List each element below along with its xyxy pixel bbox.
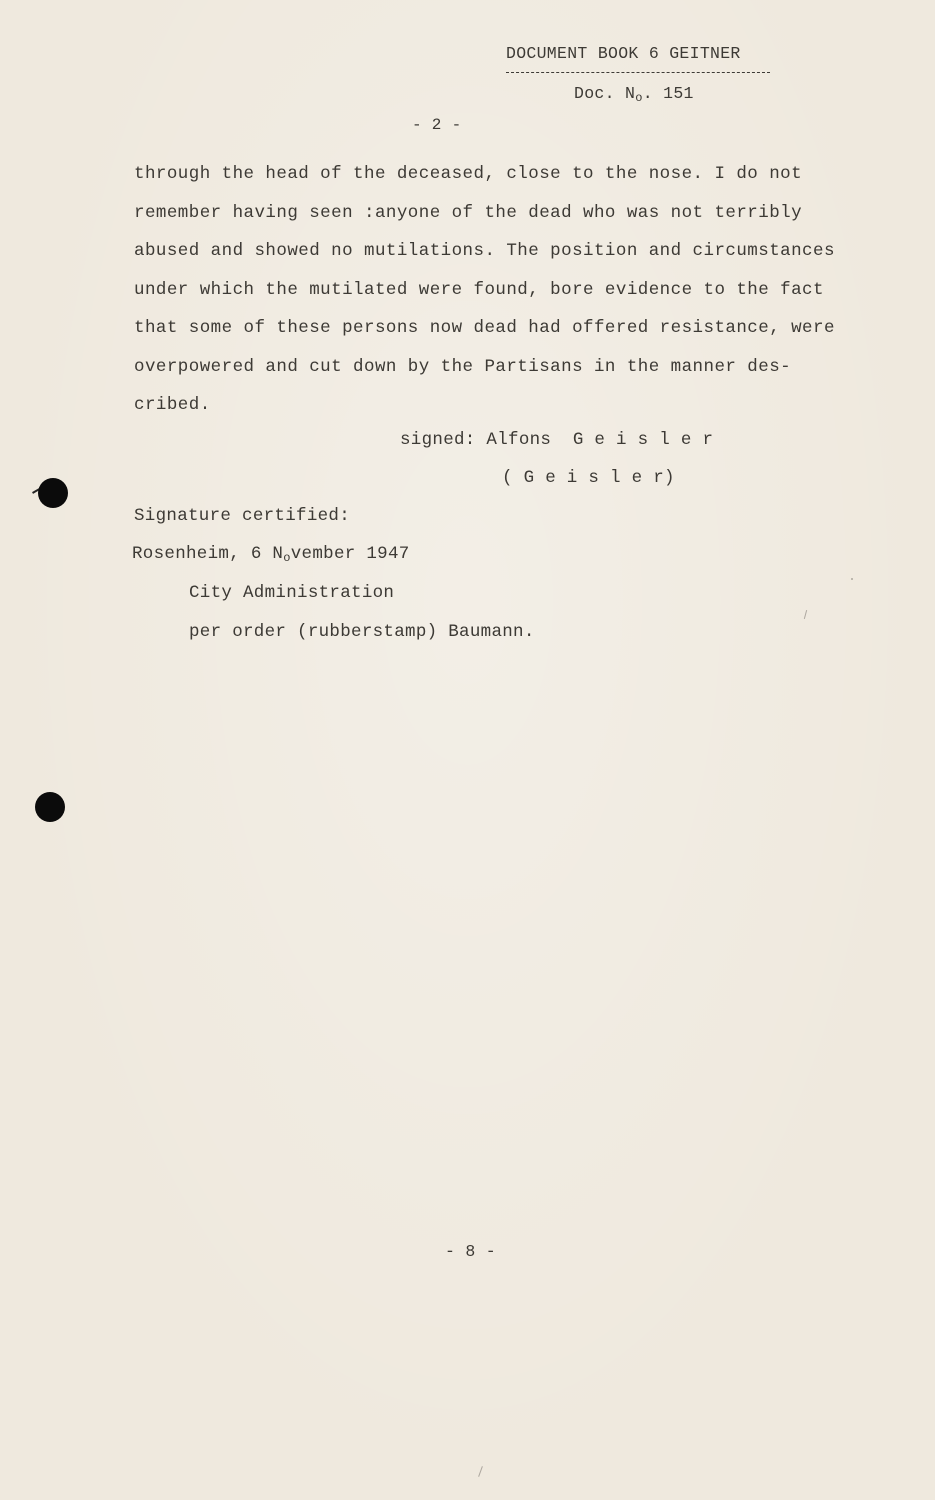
punch-hole-top (38, 478, 68, 508)
per-order-line: per order (rubberstamp) Baumann. (189, 622, 535, 642)
body-line: under which the mutilated were found, bore evidence to the fact (134, 279, 824, 300)
document-book-heading: DOCUMENT BOOK 6 GEITNER (506, 44, 741, 63)
place-and-date (132, 544, 410, 565)
body-line: cribed. (134, 395, 211, 415)
body-paragraph (134, 160, 894, 430)
document-number (574, 84, 694, 105)
heading-underline (506, 72, 770, 73)
city-administration: City Administration (189, 583, 395, 603)
body-line: remember having seen :anyone of the dead who was not terribly (134, 202, 803, 223)
paper-speck (851, 578, 853, 580)
signer-name: ( G e i s l e r) (502, 468, 675, 488)
paper-mark (478, 1466, 483, 1477)
doc-no-suffix: . 151 (642, 84, 694, 103)
punch-hole-bottom (35, 792, 65, 822)
signature-certified-label: Signature certified: (134, 506, 351, 526)
place-date-sub: o (283, 551, 291, 565)
doc-no-sub: o (635, 91, 643, 105)
body-line: that some of these persons now dead had offered resistance, were (134, 318, 835, 338)
place-date-suffix: vember 1947 (290, 544, 410, 564)
body-line: abused and showed no mutilations. The position and circumstances (134, 241, 835, 261)
doc-no-prefix: Doc. N (574, 84, 636, 103)
paper-mark (804, 610, 807, 619)
signed-line: signed: Alfons G e i s l e r (400, 430, 714, 450)
page-number: - 8 - (445, 1242, 497, 1261)
body-line: through the head of the deceased, close to the nose. I do not (134, 164, 803, 184)
place-date-prefix: Rosenheim, 6 N (132, 544, 284, 564)
body-line: overpowered and cut down by the Partisans in the manner des- (134, 356, 792, 377)
page-marker: - 2 - (412, 116, 462, 134)
